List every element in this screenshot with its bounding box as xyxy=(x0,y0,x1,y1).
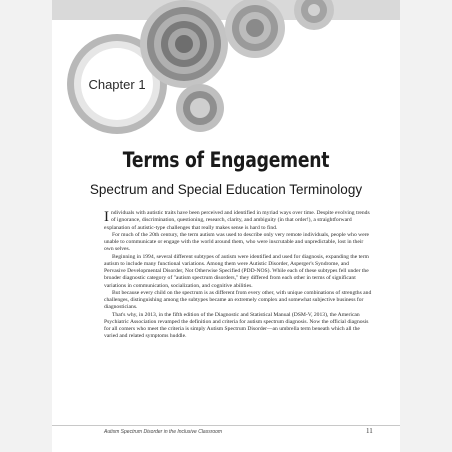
chapter-subtitle: Spectrum and Special Education Terminology xyxy=(89,182,363,197)
paragraph: But because every child on the spectrum is as different from every other, with unique combinations of strengths and challenges, distinguishing among the subtypes became an extremely complex and somewhat subjective business for diagnosticians. xyxy=(104,289,372,311)
page-footer xyxy=(52,425,400,438)
chapter-label: Chapter 1 xyxy=(88,77,146,92)
paragraph: For much of the 20th century, the term autism was used to describe only very remote individuals, people who were unable to communicate or engage with the world around them, who were inscrutable and unpredictable, lost in their own selves. xyxy=(104,231,370,253)
drop-cap: I xyxy=(104,209,109,225)
footer-book-title: Autism Spectrum Disorder in the Inclusive Classroom xyxy=(104,429,223,435)
paragraph: Beginning in 1994, several different subtypes of autism were identified and used for diagnosis, expanding the term autism to include many functional variations. Among them were Autistic Disorder, Asperger's Syndrome, and Pervasive Developmental Disorder, Not Otherwise Specified (PDD-NOS). While each of these subtypes fell under the broader diagnostic category of "autism spectrum disorders," they differed from each other in terms of significant variations in communication, socialization, and cognitive abilities. xyxy=(104,253,369,289)
ring-circle-right xyxy=(225,0,285,58)
body-text xyxy=(104,210,372,341)
ring-circle-small xyxy=(176,84,224,132)
ring-circle-far-right xyxy=(294,0,334,30)
paragraph xyxy=(104,210,372,232)
paragraph-text: ndividuals with autistic traits have been perceived and identified in myriad ways over time. Despite evolving trends of ignorance, discrimination, questioning, research, clarity, and ambiguity (in that order!), a straightforward explanation of autistic-type challenges that really makes sense is hard to find. xyxy=(104,210,370,231)
page-number: 11 xyxy=(366,427,373,435)
paragraph: That's why, in 2013, in the fifth edition of the Diagnostic and Statistical Manual (DSM-V, 2013), the American Psychiatric Association revamped the definition and criteria for autism spectrum diagnosis. Now the official diagnosis for all comers who meet the criteria is simply Autism Spectrum Disorder—an umbrella term beneath which all the varied and related symptoms huddle. xyxy=(104,311,369,340)
book-page xyxy=(52,0,400,452)
chapter-title: Terms of Engagement xyxy=(122,148,330,172)
